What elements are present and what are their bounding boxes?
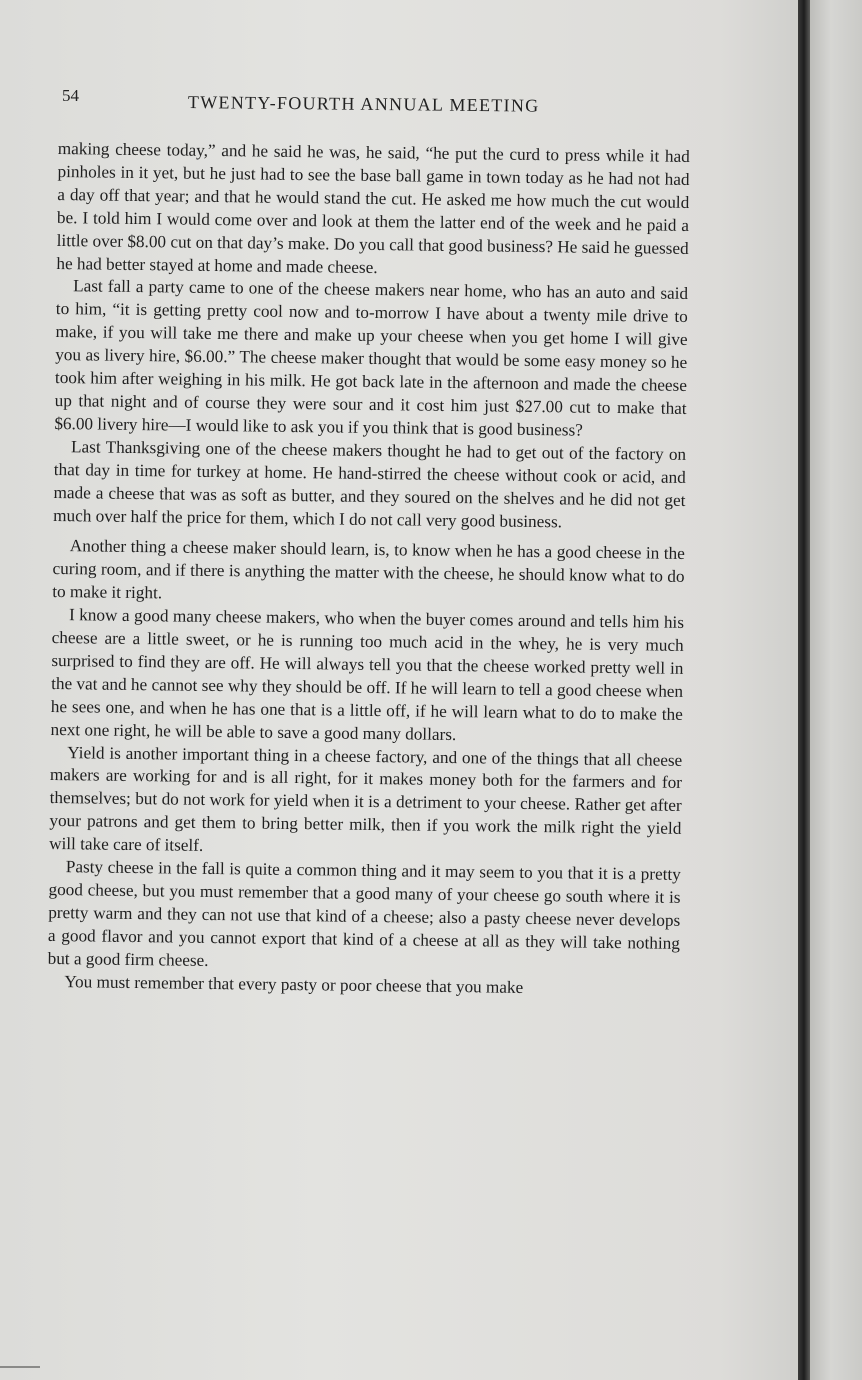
paragraph-pasty-cheese: Pasty cheese in the fall is quite a common thing and it may seem to you that it is a pretty good cheese, but you must remember that a good many of your cheese go south where it is pretty warm and they can not use that kind of a cheese; also a pasty cheese never develops a good flavor and you cannot export that kind of a cheese at all as they will take nothing but a good firm cheese. bbox=[47, 857, 681, 970]
facing-page-edge bbox=[810, 0, 862, 1380]
running-head: TWENTY-FOURTH ANNUAL MEETING bbox=[187, 92, 540, 116]
page-number: 54 bbox=[62, 86, 79, 105]
paragraph-last-fall: Last fall a party came to one of the cheese makers near home, who has an auto and said to him, “it is getting pretty cool now and to-morrow I have about a twenty mile drive to make, if you will take me there and make up your cheese when you get home I will give you as livery hire, $6.00.” The cheese maker thought that would be some easy money so he took him after weighing in his milk. He got back late in the afternoon and made the cheese up that night and of course they were sour and it cost him just $27.00 cut to make that $6.00 livery hire—I would like to ask you if you think that is good business? bbox=[54, 276, 689, 440]
paragraph-remember: You must remember that every pasty or poor cheese that you make bbox=[64, 971, 524, 997]
paragraph-yield: Yield is another important thing in a cheese factory, and one of the things that all cheese makers are working for and is all right, for it makes money both for the farmers and for themselves; but do not work for yield when it is a detriment to your cheese. Rather get after your patrons and get them to bring better milk, then if you work the milk right the yield will take care of itself. bbox=[49, 742, 683, 856]
paragraph-cheese-makers: I know a good many cheese makers, who when the buyer comes around and tells him his cheese are a little sweet, or he is running too much acid in the whey, he is very much surprised to find they are off. He will always tell you that the cheese worked pretty well in the vat and he cannot see why they should be off. If he will learn to tell a good cheese when he sees one, and when he has one that is a little off, if he will learn what to do to make the next one right, he will be able to save a good many dollars. bbox=[50, 605, 685, 744]
paragraph-continued: making cheese today,” and he said he was, he said, “he put the curd to press while it had pinholes in it yet, but he just had to see the base ball game in town today as he had not had a day off that year; and that he would stand the cut. He asked me how much the cut would be. I told him I would come over and look at them the latter end of the week and he paid a little over $8.00 cut on that day’s make. Do you call that good business? He said he guessed he had better stayed at home and made cheese. bbox=[56, 138, 690, 277]
paragraph-another-thing: Another thing a cheese maker should learn, is, to know when he has a good cheese in the curing room, and if there is anything the matter with the cheese, he should know what to do to make it right. bbox=[52, 536, 685, 603]
edge-mark bbox=[0, 1366, 40, 1368]
paragraph-thanksgiving: Last Thanksgiving one of the cheese makers thought he had to get out of the factory on that day in time for turkey at home. He hand-stirred the cheese without cook or acid, and made a cheese that was as soft as butter, and they soured on the shelves and he did not get much over half the price for them, which I do not call very good business. bbox=[53, 436, 687, 531]
body-text bbox=[47, 138, 690, 1001]
book-gutter bbox=[798, 0, 810, 1380]
